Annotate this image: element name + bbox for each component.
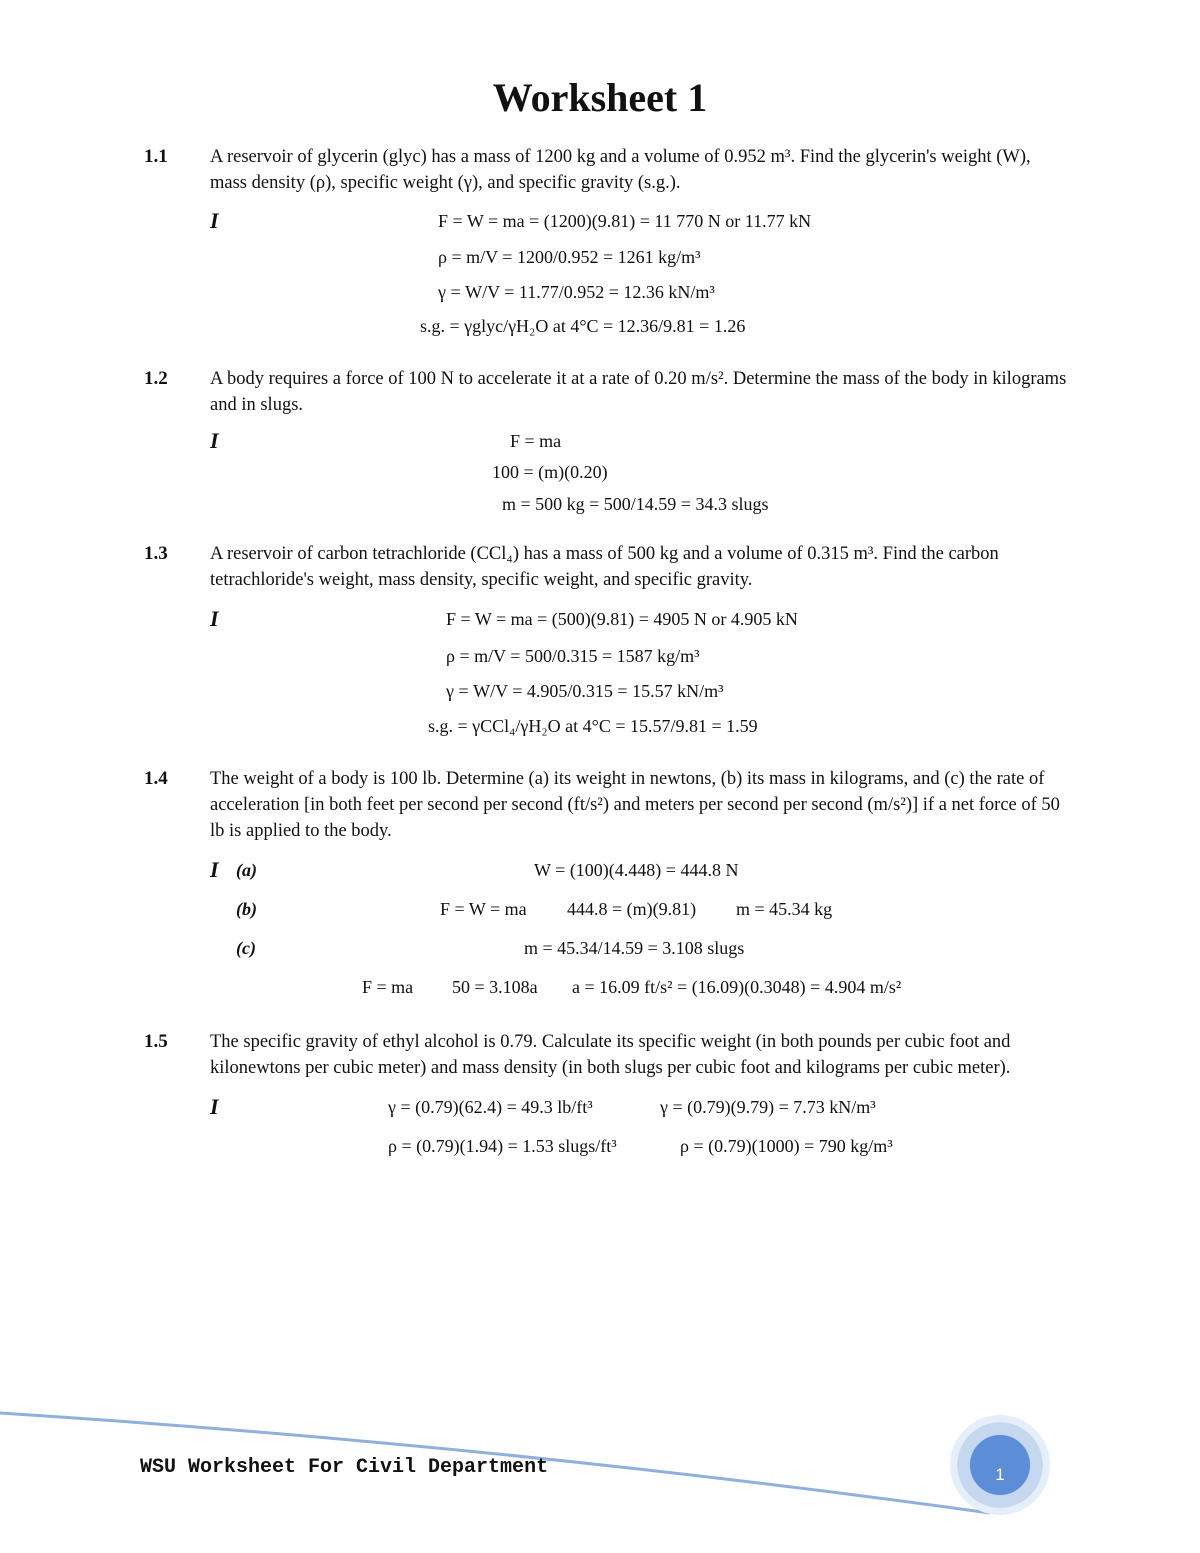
problem-number: 1.3: [144, 543, 168, 564]
solution-marker: I: [210, 606, 219, 631]
equation: s.g. = γglyc/γH₂O at 4°C = 12.36/9.81 = 1.26: [420, 316, 746, 336]
equation: γ = W/V = 4.905/0.315 = 15.57 kN/m³: [446, 681, 724, 701]
equation: 50 = 3.108a: [452, 977, 538, 997]
equation: F = W = ma: [440, 899, 527, 919]
part-label-b: (b): [236, 899, 257, 919]
equation: W = (100)(4.448) = 444.8 N: [534, 860, 739, 880]
equation: γ = (0.79)(9.79) = 7.73 kN/m³: [660, 1097, 876, 1117]
equation: m = 45.34 kg: [736, 899, 833, 919]
equation: s.g. = γCCl₄/γH₂O at 4°C = 15.57/9.81 = 1.59: [428, 716, 758, 736]
equation: m = 45.34/14.59 = 3.108 slugs: [524, 938, 745, 958]
problem-text: A reservoir of glycerin (glyc) has a mass of 1200 kg and a volume of 0.952 m³. Find the glycerin's weight (W), mass density (ρ), specific weight (γ), and specific gravity (s.g.).: [210, 147, 1031, 193]
equation: ρ = m/V = 500/0.315 = 1587 kg/m³: [446, 646, 700, 666]
equation: F = ma: [510, 431, 562, 451]
part-label-c: (c): [236, 938, 256, 958]
footer-text: WSU Worksheet For Civil Department: [140, 1456, 549, 1479]
solution-marker: I: [210, 1094, 219, 1119]
equation: γ = W/V = 11.77/0.952 = 12.36 kN/m³: [438, 282, 715, 302]
problem-text: A body requires a force of 100 N to accelerate it at a rate of 0.20 m/s². Determine the mass of the body in kilograms and in slugs.: [210, 369, 1067, 415]
equation: 100 = (m)(0.20): [492, 462, 608, 482]
equation: a = 16.09 ft/s² = (16.09)(0.3048) = 4.904 m/s²: [572, 977, 902, 997]
problem-number: 1.5: [144, 1031, 168, 1052]
page-title: Worksheet 1: [492, 75, 708, 120]
solution-marker: I: [210, 428, 219, 453]
problem-text: The weight of a body is 100 lb. Determine (a) its weight in newtons, (b) its mass in kilograms, and (c) the rate of acceleration [in both feet per second per second (ft/s²) and meters per second per second (m/s²)] if a net force of 50 lb is applied to the body.: [210, 769, 1060, 841]
problem-number: 1.2: [144, 368, 168, 389]
equation: F = W = ma = (1200)(9.81) = 11 770 N or 11.77 kN: [438, 211, 812, 231]
problem-text: A reservoir of carbon tetrachloride (CCl₄) has a mass of 500 kg and a volume of 0.315 m³. Find the carbon tetrachloride's weight, mass density, specific weight, and specific gravity.: [210, 544, 999, 590]
equation: 444.8 = (m)(9.81): [567, 899, 697, 919]
equation: ρ = (0.79)(1000) = 790 kg/m³: [680, 1136, 893, 1156]
problem-number: 1.4: [144, 768, 168, 789]
equation: ρ = (0.79)(1.94) = 1.53 slugs/ft³: [388, 1136, 617, 1156]
equation: γ = (0.79)(62.4) = 49.3 lb/ft³: [388, 1097, 593, 1117]
part-label-a: (a): [236, 860, 257, 880]
equation: ρ = m/V = 1200/0.952 = 1261 kg/m³: [438, 247, 701, 267]
solution-marker: I: [210, 208, 219, 233]
problem-text: The specific gravity of ethyl alcohol is 0.79. Calculate its specific weight (in both pounds per cubic foot and kilonewtons per cubic meter) and mass density (in both slugs per cubic foot and kilograms per cubic meter).: [210, 1032, 1011, 1078]
equation: F = W = ma = (500)(9.81) = 4905 N or 4.905 kN: [446, 609, 798, 629]
page-number: 1: [995, 1465, 1005, 1484]
problem-number: 1.1: [144, 146, 168, 167]
equation: F = ma: [362, 977, 414, 997]
solution-marker: I: [210, 857, 219, 882]
equation: m = 500 kg = 500/14.59 = 34.3 slugs: [502, 494, 769, 514]
